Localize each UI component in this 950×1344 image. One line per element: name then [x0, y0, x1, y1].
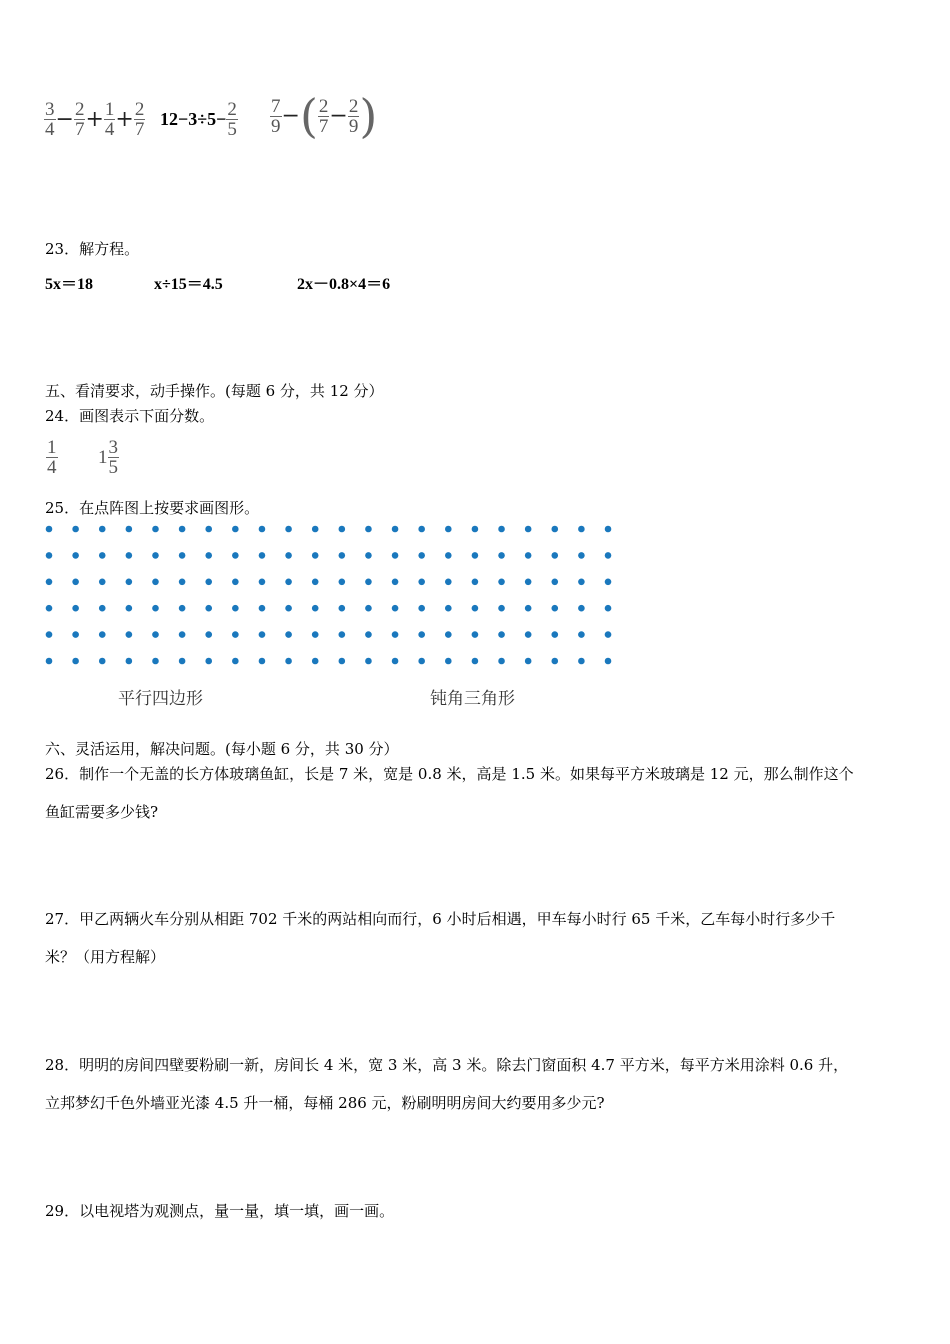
grid-dot	[126, 579, 133, 586]
grid-dot	[232, 579, 239, 586]
grid-dot	[445, 631, 452, 638]
grid-dot	[46, 631, 53, 638]
question-26-line1: 26．制作一个无盖的长方体玻璃鱼缸，长是 7 米，宽是 0.8 米，高是 1.5 米。如果每平方米玻璃是 12 元，那么制作这个	[45, 765, 854, 783]
grid-dot	[392, 605, 399, 612]
grid-dot	[179, 552, 186, 559]
grid-dot	[472, 579, 479, 586]
grid-dot	[259, 552, 266, 559]
numerator: 1	[47, 437, 57, 458]
left-paren: (	[299, 89, 318, 143]
equation-3: 2x－0.8×4＝6	[297, 276, 391, 293]
grid-dot	[205, 631, 212, 638]
grid-dot	[72, 605, 79, 612]
denominator: 7	[134, 119, 145, 140]
grid-dot	[339, 631, 346, 638]
grid-dot	[46, 579, 53, 586]
denominator: 4	[45, 119, 55, 140]
grid-dot	[498, 552, 505, 559]
numerator: 7	[271, 95, 281, 117]
grid-dot	[445, 552, 452, 559]
grid-dot	[392, 552, 399, 559]
grid-dot	[472, 631, 479, 638]
grid-dot	[365, 631, 372, 638]
denominator: 7	[318, 115, 329, 137]
grid-dot	[578, 579, 585, 586]
grid-dot	[418, 552, 425, 559]
operator: +	[115, 107, 134, 132]
grid-dot	[578, 526, 585, 533]
grid-dot	[46, 658, 53, 665]
grid-dot	[152, 631, 159, 638]
grid-dot	[525, 631, 532, 638]
equation-2: x÷15＝4.5	[154, 276, 223, 293]
grid-dot	[578, 552, 585, 559]
grid-dot	[99, 579, 106, 586]
grid-dot	[99, 526, 106, 533]
grid-dot	[205, 552, 212, 559]
grid-dot	[445, 605, 452, 612]
grid-dot	[472, 552, 479, 559]
numerator: 2	[348, 95, 359, 117]
grid-dot	[551, 526, 558, 533]
grid-dot	[285, 526, 292, 533]
grid-dot	[99, 605, 106, 612]
denominator: 5	[227, 119, 237, 140]
grid-dot	[99, 631, 106, 638]
numerator: 1	[104, 99, 115, 120]
grid-dot	[46, 526, 53, 533]
grid-dot	[285, 552, 292, 559]
grid-dot	[259, 658, 266, 665]
grid-dot	[365, 605, 372, 612]
grid-dot	[392, 579, 399, 586]
grid-dot	[99, 658, 106, 665]
operator: −	[329, 103, 348, 129]
grid-dot	[498, 526, 505, 533]
grid-dot	[285, 605, 292, 612]
grid-dot	[365, 552, 372, 559]
question-26-line2: 鱼缸需要多少钱?	[45, 803, 159, 821]
grid-dot	[392, 658, 399, 665]
question-27-line2: 米？（用方程解）	[45, 948, 166, 966]
grid-dot	[259, 526, 266, 533]
grid-dot	[418, 579, 425, 586]
grid-dot	[525, 658, 532, 665]
grid-dot	[72, 552, 79, 559]
grid-dot	[498, 579, 505, 586]
grid-dot	[525, 605, 532, 612]
grid-dot	[205, 605, 212, 612]
denominator: 9	[348, 115, 359, 137]
grid-dot	[259, 579, 266, 586]
grid-dot	[46, 605, 53, 612]
grid-dot	[285, 631, 292, 638]
grid-dot	[418, 526, 425, 533]
grid-dot	[259, 605, 266, 612]
grid-dot	[472, 605, 479, 612]
right-paren: )	[359, 89, 378, 143]
equation-1: 5x＝18	[45, 276, 94, 293]
grid-dot	[312, 605, 319, 612]
grid-dot	[551, 552, 558, 559]
grid-dot	[259, 631, 266, 638]
grid-dot	[498, 658, 505, 665]
grid-dot	[312, 526, 319, 533]
grid-dot	[205, 658, 212, 665]
section-5-heading: 五、看清要求，动手操作。(每题 6 分，共 12 分）	[45, 382, 384, 400]
numerator: 2	[74, 99, 85, 120]
grid-dot	[126, 631, 133, 638]
grid-dot	[392, 526, 399, 533]
grid-dot	[72, 526, 79, 533]
grid-dot	[472, 526, 479, 533]
denominator: 5	[108, 457, 118, 478]
numerator: 2	[227, 99, 237, 120]
denominator: 4	[47, 457, 57, 478]
grid-dot	[605, 631, 612, 638]
grid-dot	[339, 526, 346, 533]
numerator: 3	[108, 437, 118, 458]
grid-dot	[179, 526, 186, 533]
grid-dot	[445, 658, 452, 665]
grid-dot	[605, 526, 612, 533]
grid-dot	[365, 526, 372, 533]
grid-dot	[418, 605, 425, 612]
grid-dot	[365, 579, 372, 586]
grid-dot	[232, 526, 239, 533]
grid-dot	[72, 658, 79, 665]
grid-dot	[205, 579, 212, 586]
grid-dot	[525, 579, 532, 586]
grid-dot	[605, 552, 612, 559]
grid-dot	[312, 579, 319, 586]
question-24-title: 24．画图表示下面分数。	[45, 407, 215, 425]
grid-dot	[339, 552, 346, 559]
numerator: 3	[45, 99, 55, 120]
operator: −	[55, 107, 74, 132]
grid-dot	[232, 552, 239, 559]
grid-dot	[126, 605, 133, 612]
grid-dot	[126, 526, 133, 533]
grid-dot	[312, 631, 319, 638]
question-25-title: 25．在点阵图上按要求画图形。	[45, 499, 260, 517]
grid-dot	[152, 552, 159, 559]
grid-dot	[126, 658, 133, 665]
denominator: 7	[74, 119, 85, 140]
whole-digit: 1	[98, 447, 108, 468]
grid-dot	[551, 631, 558, 638]
grid-dot	[285, 579, 292, 586]
question-29-title: 29．以电视塔为观测点，量一量，填一填，画一画。	[45, 1202, 395, 1220]
grid-dot	[152, 579, 159, 586]
grid-dot	[339, 579, 346, 586]
grid-dot	[525, 552, 532, 559]
grid-dot	[392, 631, 399, 638]
section-6-heading: 六、灵活运用，解决问题。(每小题 6 分，共 30 分）	[45, 740, 399, 758]
grid-dot	[99, 552, 106, 559]
grid-dot	[179, 658, 186, 665]
grid-dot	[72, 579, 79, 586]
grid-dot	[472, 658, 479, 665]
grid-dot	[312, 552, 319, 559]
question-28-line1: 28．明明的房间四壁要粉刷一新，房间长 4 米，宽 3 米，高 3 米。除去门窗面积 4.7 平方米，每平方米用涂料 0.6 升，	[45, 1056, 849, 1074]
grid-dot	[232, 658, 239, 665]
grid-dot	[445, 579, 452, 586]
label-obtuse-triangle: 钝角三角形	[430, 689, 515, 709]
question-28-line2: 立邦梦幻千色外墙亚光漆 4.5 升一桶，每桶 286 元，粉刷明明房间大约要用多少元?	[45, 1094, 605, 1112]
denominator: 9	[271, 115, 281, 137]
grid-dot	[525, 526, 532, 533]
grid-dot	[365, 658, 372, 665]
grid-dot	[179, 579, 186, 586]
grid-dot	[179, 631, 186, 638]
numerator: 2	[134, 99, 145, 120]
grid-dot	[578, 605, 585, 612]
grid-dot	[179, 605, 186, 612]
grid-dot	[605, 579, 612, 586]
grid-dot	[551, 658, 558, 665]
expression-text: 12−3÷5−	[160, 109, 227, 129]
operator: +	[85, 107, 104, 132]
grid-dot	[418, 658, 425, 665]
grid-dot	[312, 658, 319, 665]
grid-dot	[285, 658, 292, 665]
grid-dot	[152, 658, 159, 665]
grid-dot	[232, 631, 239, 638]
grid-dot	[126, 552, 133, 559]
question-23-title: 23．解方程。	[45, 240, 140, 258]
grid-dot	[578, 631, 585, 638]
grid-dot	[498, 631, 505, 638]
grid-dot	[578, 658, 585, 665]
grid-dot	[72, 631, 79, 638]
grid-dot	[551, 579, 558, 586]
grid-dot	[46, 552, 53, 559]
grid-dot	[152, 526, 159, 533]
grid-dot	[232, 605, 239, 612]
denominator: 4	[104, 119, 115, 140]
grid-dot	[445, 526, 452, 533]
grid-dot	[205, 526, 212, 533]
grid-dot	[605, 658, 612, 665]
label-parallelogram: 平行四边形	[118, 689, 203, 709]
numerator: 2	[318, 95, 329, 117]
question-27-line1: 27．甲乙两辆火车分别从相距 702 千米的两站相向而行，6 小时后相遇，甲车每小时行 65 千米，乙车每小时行多少千	[45, 910, 836, 928]
grid-dot	[418, 631, 425, 638]
grid-dot	[339, 605, 346, 612]
grid-dot	[339, 658, 346, 665]
operator: −	[281, 103, 300, 129]
grid-dot	[605, 605, 612, 612]
grid-dot	[551, 605, 558, 612]
grid-dot	[498, 605, 505, 612]
grid-dot	[152, 605, 159, 612]
